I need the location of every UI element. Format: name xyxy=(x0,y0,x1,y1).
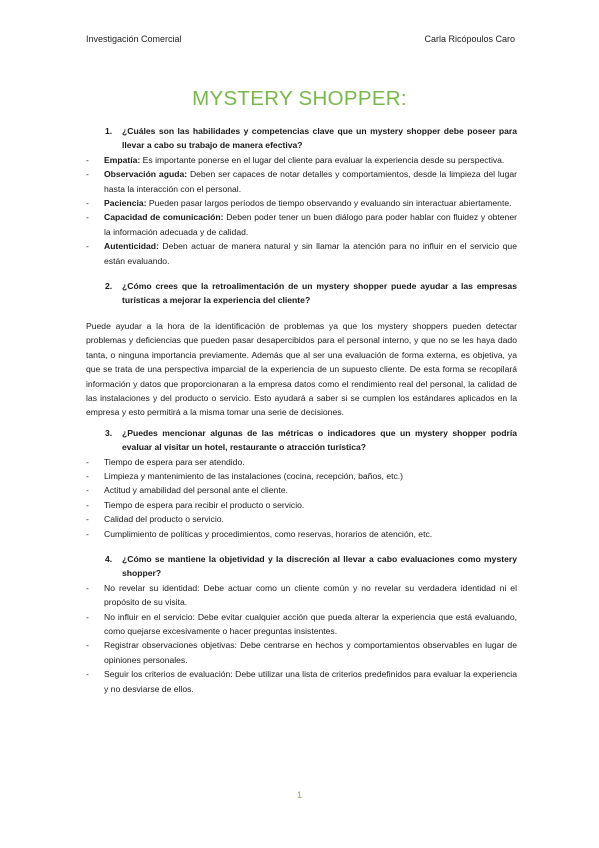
q2-answer-paragraph: Puede ayudar a la hora de la identificación de problemas ya que los mystery shoppers pueden detectar problemas y deficiencias que pueden pasar desapercibidos para el personal interno, y que no se les haya dado tanta, o ninguna importancia previamente. Además que al ser una evaluación de forma externa, es objetiva, ya que se trata de una perspectiva imparcial de la experiencia de un supuesto cliente. De esta forma se recopilará información y datos que proporcionaran a la empresa datos como el rendimiento real del personal, la calidad de las instalaciones y del producto o servicio. Esto ayudará a saber si se cumplen los estándares aplicados en la empresa y esto permitirá a la misma tomar una serie de decisiones. xyxy=(86,320,517,418)
bullet-dash: - xyxy=(86,198,89,209)
question-number: 4. xyxy=(105,553,113,564)
question-2 xyxy=(86,279,517,308)
bullet-dash: - xyxy=(86,169,89,180)
question-3 xyxy=(86,426,517,455)
q3-answer-list xyxy=(86,455,517,541)
question-number: 2. xyxy=(105,281,113,292)
item-text: Cumplimiento de políticas y procedimientos, como reservas, horarios de atención, etc. xyxy=(104,528,433,539)
question-1 xyxy=(86,124,517,153)
item-term: Paciencia: xyxy=(104,198,147,209)
question-number: 1. xyxy=(105,126,113,136)
item-term: Autenticidad: xyxy=(104,241,159,252)
bullet-dash: - xyxy=(86,669,89,680)
item-term: Observación aguda: xyxy=(104,169,188,180)
q4-answer-list xyxy=(86,581,517,696)
list-item xyxy=(86,196,517,210)
list-item xyxy=(86,581,517,610)
page-header xyxy=(86,34,515,44)
item-text: Limpieza y mantenimiento de las instalaciones (cocina, recepción, baños, etc.) xyxy=(104,470,404,481)
bullet-dash: - xyxy=(86,640,89,651)
header-course: Investigación Comercial xyxy=(86,34,182,44)
q1-answer-list xyxy=(86,153,517,268)
list-item xyxy=(86,469,517,483)
item-text: Calidad del producto o servicio. xyxy=(104,514,224,525)
item-term: Empatía: xyxy=(104,154,141,165)
list-item xyxy=(86,610,517,639)
bullet-dash: - xyxy=(86,514,89,525)
document-title: MYSTERY SHOPPER: xyxy=(192,87,407,110)
bullet-dash: - xyxy=(86,582,89,593)
bullet-dash: - xyxy=(86,611,89,622)
question-4 xyxy=(86,552,517,581)
item-text: Deben ser capaces de notar detalles y comportamientos, desde la limpieza del lugar hasta la interacción con el personal. xyxy=(104,169,517,194)
bullet-dash: - xyxy=(86,528,89,539)
bullet-dash: - xyxy=(86,499,89,510)
item-text: Pueden pasar largos períodos de tiempo observando y evaluando sin interactuar abiertamente. xyxy=(146,198,512,209)
list-item xyxy=(86,210,517,239)
list-item xyxy=(86,483,517,497)
item-text: Es importante ponerse en el lugar del cliente para evaluar la experiencia desde su perspectiva. xyxy=(140,154,505,165)
question-text: ¿Cómo crees que la retroalimentación de un mystery shopper puede ayudar a las empresas turísticas a mejorar la experiencia del cliente? xyxy=(122,281,517,306)
list-item xyxy=(86,455,517,469)
item-text: Tiempo de espera para ser atendido. xyxy=(104,456,245,467)
bullet-dash: - xyxy=(86,456,89,467)
item-term: Capacidad de comunicación: xyxy=(104,212,224,223)
bullet-dash: - xyxy=(86,212,89,223)
item-text: Tiempo de espera para recibir el producto o servicio. xyxy=(104,499,305,510)
list-item xyxy=(86,667,517,696)
question-number: 3. xyxy=(105,427,113,438)
page-number: 1 xyxy=(296,790,302,800)
bullet-dash: - xyxy=(86,485,89,496)
bullet-dash: - xyxy=(86,154,89,165)
list-item xyxy=(86,239,517,268)
item-text: No influir en el servicio: Debe evitar cualquier acción que pueda alterar la experiencia que está evaluando, como quejarse excesivamente o hacer preguntas insistentes. xyxy=(104,611,517,636)
item-text: Registrar observaciones objetivas: Debe centrarse en hechos y comportamientos observables en lugar de opiniones personales. xyxy=(104,640,517,665)
item-text: Deben actuar de manera natural y sin llamar la atención para no influir en el servicio que están evaluando. xyxy=(104,241,517,266)
list-item xyxy=(86,498,517,512)
item-text: Actitud y amabilidad del personal ante el cliente. xyxy=(104,485,288,496)
document-body xyxy=(86,124,517,696)
item-text: Seguir los criterios de evaluación: Debe utilizar una lista de criterios predefinidos para evaluar la experiencia y no desviarse de ellos. xyxy=(104,669,517,694)
bullet-dash: - xyxy=(86,241,89,252)
item-text: Deben poder tener un buen diálogo para poder hablar con fluidez y obtener la información adecuada y de calidad. xyxy=(104,212,517,237)
question-text: ¿Puedes mencionar algunas de las métricas o indicadores que un mystery shopper podría evaluar al visitar un hotel, restaurante o atracción turística? xyxy=(122,427,517,453)
question-text: ¿Cómo se mantiene la objetividad y la discreción al llevar a cabo evaluaciones como mystery shopper? xyxy=(122,553,517,579)
list-item xyxy=(86,153,517,167)
list-item xyxy=(86,167,517,196)
question-text: ¿Cuáles son las habilidades y competencias clave que un mystery shopper debe poseer para llevar a cabo su trabajo de manera efectiva? xyxy=(122,126,517,151)
bullet-dash: - xyxy=(86,470,89,481)
header-author: Carla Ricópoulos Caro xyxy=(424,34,515,44)
list-item xyxy=(86,512,517,526)
list-item xyxy=(86,638,517,667)
item-text: No revelar su identidad: Debe actuar como un cliente común y no revelar su verdadera identidad ni el propósito de su visita. xyxy=(104,582,517,608)
list-item xyxy=(86,527,517,541)
